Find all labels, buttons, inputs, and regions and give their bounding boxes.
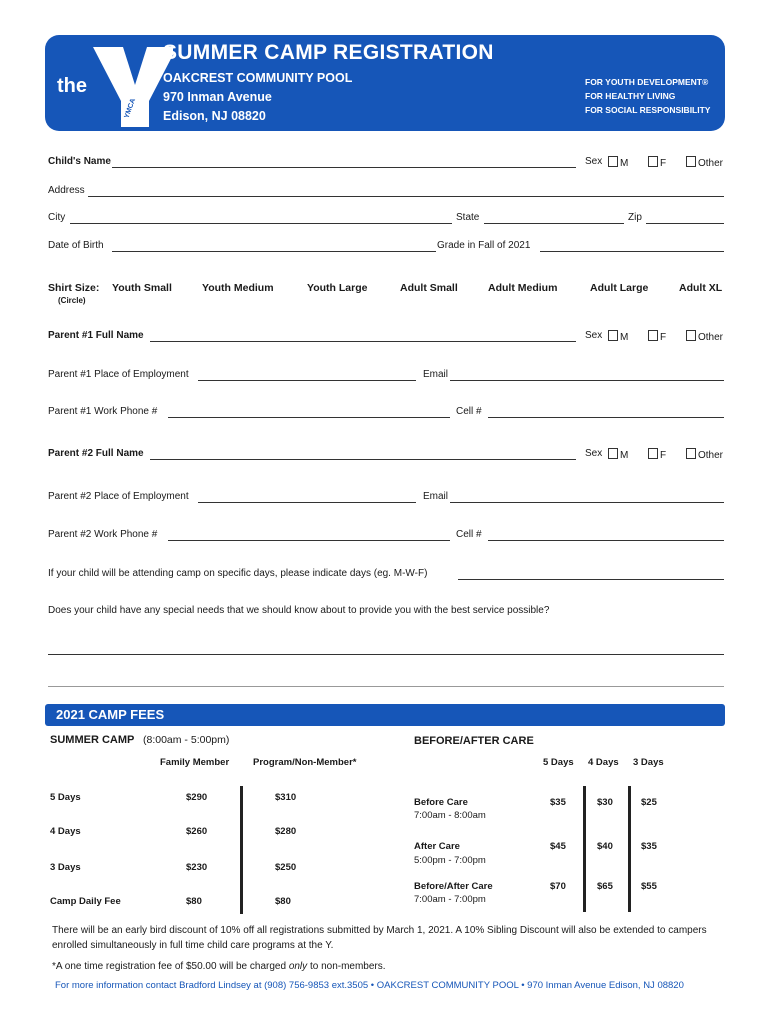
state-field[interactable]	[484, 223, 624, 224]
child-sex-label: Sex	[585, 156, 603, 167]
ba-header-4days: 4 Days	[588, 757, 619, 768]
city-field[interactable]	[70, 223, 452, 224]
checkbox-icon	[648, 330, 658, 341]
contact-info: For more information contact Bradford Lindsey at (908) 756-9853 ext.3505 • OAKCREST COMMUNITY POOL • 970 Inman Avenue Edison, NJ 08820	[55, 980, 684, 991]
ba-value-3: $55	[641, 881, 657, 892]
fee-family-value: $260	[186, 826, 208, 837]
program-member-header: Program/Non-Member*	[253, 757, 357, 768]
parent2-name-label: Parent #2 Full Name	[48, 448, 144, 459]
fee-family-value: $230	[186, 862, 208, 873]
grade-field[interactable]	[540, 251, 724, 252]
shirt-size-youth-small[interactable]: Youth Small	[112, 282, 172, 294]
parent2-work-phone-label: Parent #2 Work Phone #	[48, 529, 158, 540]
tagline-3: FOR SOCIAL RESPONSIBILITY	[585, 105, 711, 115]
tagline-1: FOR YOUTH DEVELOPMENT®	[585, 77, 709, 87]
parent1-employment-field[interactable]	[198, 380, 416, 381]
org-address-line1: 970 Inman Avenue	[163, 90, 272, 104]
child-sex-other-checkbox[interactable]	[686, 156, 723, 169]
parent2-employment-label: Parent #2 Place of Employment	[48, 491, 189, 502]
parent1-cell-label: Cell #	[456, 406, 482, 417]
child-sex-m-checkbox[interactable]	[608, 156, 628, 169]
tagline-2: FOR HEALTHY LIVING	[585, 91, 676, 101]
fee-program-value: $250	[275, 862, 297, 873]
child-name-label: Child's Name	[48, 156, 111, 167]
parent1-work-phone-field[interactable]	[168, 417, 450, 418]
checkbox-icon	[686, 330, 696, 341]
sex-other-label: Other	[698, 158, 724, 169]
ba-row-time: 5:00pm - 7:00pm	[414, 855, 486, 866]
logo-word: YMCA	[123, 97, 138, 120]
checkbox-icon	[648, 448, 658, 459]
address-field[interactable]	[88, 196, 724, 197]
ba-row-label: Before/After Care	[414, 881, 493, 892]
ba-value-4: $30	[597, 797, 613, 808]
ba-value-5: $70	[550, 881, 566, 892]
days-field[interactable]	[458, 579, 724, 580]
summer-camp-hours: (8:00am - 5:00pm)	[143, 734, 230, 746]
fee-note-only: only	[288, 961, 308, 972]
fee-program-value: $80	[275, 896, 291, 907]
shirt-size-adult-medium[interactable]: Adult Medium	[488, 282, 558, 294]
ba-value-4: $40	[597, 841, 613, 852]
parent2-sex-m-checkbox[interactable]	[608, 448, 628, 461]
sex-f-label: F	[660, 450, 667, 461]
summer-camp-heading: SUMMER CAMP	[50, 734, 135, 746]
ba-value-5: $35	[550, 797, 566, 808]
parent1-work-phone-label: Parent #1 Work Phone #	[48, 406, 158, 417]
child-sex-f-checkbox[interactable]	[648, 156, 666, 169]
sex-m-label: M	[620, 450, 629, 461]
family-member-header: Family Member	[160, 757, 230, 768]
zip-field[interactable]	[646, 223, 724, 224]
parent2-employment-field[interactable]	[198, 502, 416, 503]
registration-fee-note	[52, 961, 386, 972]
address-label: Address	[48, 185, 85, 196]
grade-label: Grade in Fall of 2021	[437, 240, 531, 251]
child-name-field[interactable]	[112, 167, 576, 168]
parent1-sex-other-checkbox[interactable]	[686, 330, 723, 343]
parent1-name-label: Parent #1 Full Name	[48, 330, 144, 341]
ba-divider-1	[583, 786, 586, 912]
ba-row-label: After Care	[414, 841, 460, 852]
parent1-email-label: Email	[423, 369, 449, 380]
shirt-size-youth-medium[interactable]: Youth Medium	[202, 282, 274, 294]
checkbox-icon	[686, 448, 696, 459]
parent1-sex-label: Sex	[585, 330, 603, 341]
shirt-size-adult-small[interactable]: Adult Small	[400, 282, 458, 294]
parent1-employment-label: Parent #1 Place of Employment	[48, 369, 189, 380]
ba-row-time: 7:00am - 8:00am	[414, 810, 486, 821]
ba-value-3: $35	[641, 841, 657, 852]
parent1-sex-f-checkbox[interactable]	[648, 330, 666, 343]
fee-note-text: *A one time registration fee of $50.00 will be charged	[52, 961, 289, 972]
parent2-cell-field[interactable]	[488, 540, 724, 541]
city-label: City	[48, 212, 66, 223]
special-needs-field-1[interactable]	[48, 654, 724, 655]
camp-fees-bar	[45, 704, 725, 726]
org-address-line2: Edison, NJ 08820	[163, 109, 266, 123]
special-needs-field-2[interactable]	[48, 686, 724, 687]
parent1-name-field[interactable]	[150, 341, 576, 342]
zip-label: Zip	[628, 212, 642, 223]
ba-divider-2	[628, 786, 631, 912]
sex-other-label: Other	[698, 450, 724, 461]
dob-label: Date of Birth	[48, 240, 104, 251]
days-question: If your child will be attending camp on specific days, please indicate days (eg. M-W-F)	[48, 568, 428, 579]
ba-value-4: $65	[597, 881, 613, 892]
fee-row-label: Camp Daily Fee	[50, 896, 121, 907]
fee-family-value: $80	[186, 896, 202, 907]
fee-divider	[240, 786, 243, 914]
shirt-size-adult-large[interactable]: Adult Large	[590, 282, 649, 294]
ba-row-time: 7:00am - 7:00pm	[414, 894, 486, 905]
parent2-name-field[interactable]	[150, 459, 576, 460]
checkbox-icon	[608, 156, 618, 167]
ba-header-5days: 5 Days	[543, 757, 574, 768]
logo-text: the	[57, 75, 87, 97]
state-label: State	[456, 212, 480, 223]
checkbox-icon	[608, 330, 618, 341]
parent2-sex-other-checkbox[interactable]	[686, 448, 723, 461]
fee-row-label: 3 Days	[50, 862, 81, 873]
ba-value-5: $45	[550, 841, 566, 852]
ba-header-3days: 3 Days	[633, 757, 664, 768]
discount-note: There will be an early bird discount of 10% off all registrations submitted by March 1, 2021. A 10% Sibling Discount will also be extended to campers enrolled simultaneously in full time child care programs at the Y.	[52, 925, 707, 951]
dob-field[interactable]	[112, 251, 436, 252]
sex-m-label: M	[620, 158, 629, 169]
checkbox-icon	[648, 156, 658, 167]
parent1-email-field[interactable]	[450, 380, 724, 381]
sex-other-label: Other	[698, 332, 724, 343]
parent2-email-field[interactable]	[450, 502, 724, 503]
page-title: SUMMER CAMP REGISTRATION	[163, 41, 494, 64]
circle-note: (Circle)	[58, 296, 86, 305]
fee-note-tail: to non-members.	[307, 961, 386, 972]
fee-program-value: $280	[275, 826, 297, 837]
org-name: OAKCREST COMMUNITY POOL	[163, 71, 353, 85]
parent2-sex-label: Sex	[585, 448, 603, 459]
shirt-size-label: Shirt Size:	[48, 282, 100, 294]
sex-m-label: M	[620, 332, 629, 343]
parent2-work-phone-field[interactable]	[168, 540, 450, 541]
checkbox-icon	[686, 156, 696, 167]
special-needs-question: Does your child have any special needs that we should know about to provide you with the best service possible?	[48, 605, 550, 616]
fee-family-value: $290	[186, 792, 208, 803]
parent2-email-label: Email	[423, 491, 449, 502]
parent1-sex-m-checkbox[interactable]	[608, 330, 628, 343]
ba-row-label: Before Care	[414, 797, 468, 808]
before-after-heading: BEFORE/AFTER CARE	[414, 735, 534, 747]
fee-program-value: $310	[275, 792, 297, 803]
checkbox-icon	[608, 448, 618, 459]
header-banner	[45, 35, 725, 131]
camp-fees-title: 2021 CAMP FEES	[56, 707, 165, 722]
shirt-size-youth-large[interactable]: Youth Large	[307, 282, 368, 294]
fee-row-label: 5 Days	[50, 792, 81, 803]
ba-value-3: $25	[641, 797, 657, 808]
parent2-cell-label: Cell #	[456, 529, 482, 540]
shirt-size-adult-xl[interactable]: Adult XL	[679, 282, 723, 294]
parent2-sex-f-checkbox[interactable]	[648, 448, 666, 461]
parent1-cell-field[interactable]	[488, 417, 724, 418]
fee-row-label: 4 Days	[50, 826, 81, 837]
sex-f-label: F	[660, 158, 667, 169]
sex-f-label: F	[660, 332, 667, 343]
